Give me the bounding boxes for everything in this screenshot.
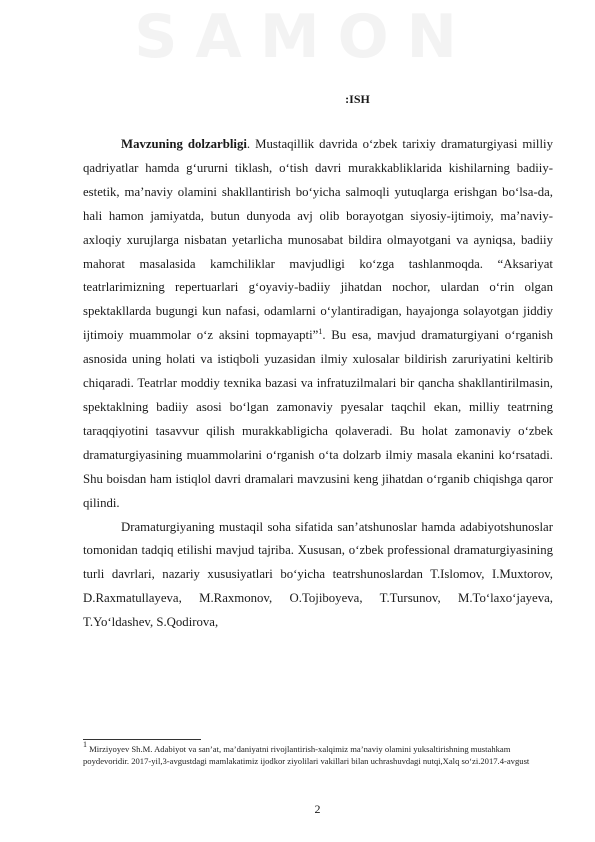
page-number: 2 xyxy=(314,802,321,816)
paragraph-relevance xyxy=(83,133,553,516)
watermark xyxy=(0,2,595,92)
watermark-letter: S xyxy=(134,2,182,72)
footnote-number: 1 xyxy=(83,740,87,749)
footnote-ref[interactable]: 1 xyxy=(318,327,323,337)
footnote-text: Mirziyoyev Sh.M. Adabiyot va san’at, ma’daniyatni rivojlantirish-xalqimiz ma’naviy olamini yuksaltirishning mustahkam poydevoridir. 2017-yil,3-avgustdagi mamlakatimiz ijodkor ziyolilari vakillari bilan uchrashuvdagi nutqi,Xalq so‘zi.2017.4-avgust xyxy=(83,744,530,766)
paragraph-text: . Mustaqillik davrida o‘zbek tarixiy dramaturgiyasi milliy qadriyatlar hamda g‘ururni tiklash, o‘tish davri murakkabliklarida kishilarning badiiy-estetik, ma’naviy olamini shakllantirish bo‘yicha salmoqli yutuqlarga erishgan bo‘lsa-da, hali hamon jamiyatda, butun dunyoda avj olib borayotgan siyosiy-ijtimoiy, ma’naviy-axloqiy xurujlarga nisbatan yetarlicha munosabat bildira olmayotgani va ayniqsa, badiiy mahorat masalasida kamchiliklar mavjudligi ko‘zga tashlanmoqda. “Aksariyat teatrlarimizning repertuarlari g‘oyaviy-badiiy jihatdan nochor, ulardan o‘rin olgan spektakllarda bugungi kun nafasi, odamlarni o‘ylantiradigan, hayajonga solayotgan jiddiy ijtimoiy muammolar o‘z aksini topmayapti” xyxy=(83,137,553,343)
watermark-letter: M xyxy=(259,2,324,72)
watermark-letter: A xyxy=(195,2,246,72)
footnote xyxy=(83,740,553,767)
footnote-divider xyxy=(83,739,201,740)
watermark-letter: O xyxy=(337,2,393,72)
paragraph-text: . Bu esa, mavjud dramaturgiyani o‘rganish asnosida uning holati va istiqboli yuzasidan ilmiy xulosalar bildirish zaruriyatini keltirib chiqaradi. Teatrlar moddiy texnika bazasi va infratuzilmalari bir qancha shakllantirilmasin, spektaklning badiiy asosi bo‘lgan zamonaviy pyesalar taqchil ekan, milliy teatrning taraqqiyotini tasavvur qilish murakkabligicha qolaveradi. Bu holat zamonaviy o‘zbek dramaturgiyasining muammolarini o‘rganish o‘ta dolzarb ilmiy masala ekanini ko‘rsatadi. Shu boisdan ham istiqlol davri dramalari mavzusini keng jihatdan o‘rganib chiqishga qaror qilindi. xyxy=(83,328,553,510)
section-heading: :ISH xyxy=(345,92,370,106)
paragraph-research: Dramaturgiyaning mustaqil soha sifatida san’atshunoslar hamda adabiyotshunoslar tomonidan tadqiq etilishi mavjud tajriba. Xususan, o‘zbek professional dramaturgiyasining turli davrlari, nazariy xususiyatlari bo‘yicha teatrshunoslardan T.Islomov, I.Muxtorov, D.Raxmatullayeva, M.Raxmonov, O.Tojiboyeva, T.Tursunov, M.To‘laxo‘jayeva, T.Yo‘ldashev, S.Qodirova, xyxy=(83,519,553,630)
bold-lead: Mavzuning dolzarbligi xyxy=(121,137,247,151)
watermark-letter: N xyxy=(406,2,461,72)
body-text xyxy=(83,133,553,635)
